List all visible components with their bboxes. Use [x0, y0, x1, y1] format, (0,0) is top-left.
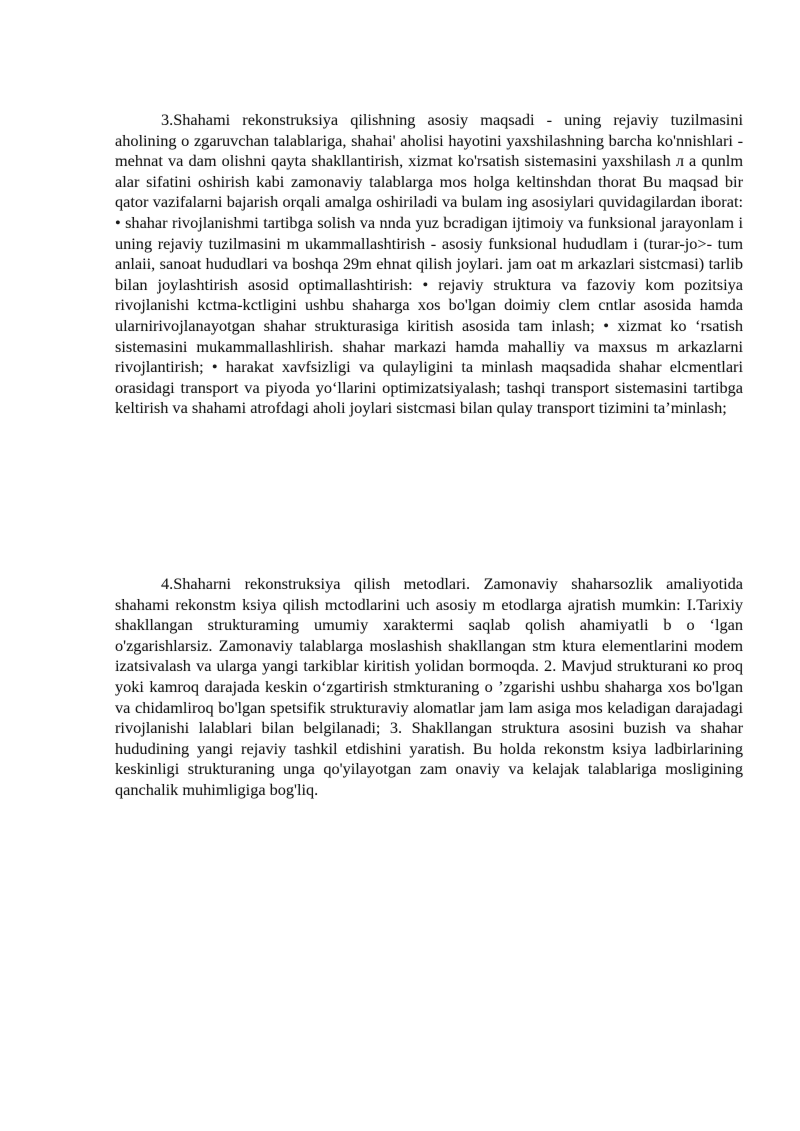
paragraph-reconstruction-goals: 3.Shahami rekonstruksiya qilishning asosiy maqsadi - uning rejaviy tuzilmasini aholining o zgaruvchan talablariga, shahai' aholisi hayotini yaxshilashning barcha ko'nnishlari - mehnat va dam olishni qayta shakllantirish, xizmat ko'rsatish sistemasini yaxshilash л a qunlm alar sifatini oshirish kabi zamonaviy talablarga mos holga keltinshdan thorat Bu maqsad bir qator vazifalarni bajarish orqali amalga oshiriladi va bulam ing asosiylari quvidagilardan iborat: • shahar rivojlanishmi tartibga solish va nnda yuz bcradigan ijtimoiy va funksional jarayonlam i uning rejaviy tuzilmasini m ukammallashtirish - asosiy funksional hududlam i (turar-jo>- tum anlaii, sanoat hududlari va boshqa 29m ehnat qilish joylari. jam oat m arkazlari sistcmasi) tarlib bilan joylashtirish asosid optimallashtirish: • rejaviy struktura va fazoviy kom pozitsiya rivojlanishi kctma-kctligini ushbu shaharga xos bo'lgan doimiy clem cntlar asosida hamda ularnirivojlanayotgan shahar strukturasiga kiritish asosida tam inlash; • xizmat ko ‘rsatish sistemasini mukammallashlirish. shahar markazi hamda mahalliy va maxsus m arkazlarni rivojlantirish; • harakat xavfsizligi va qulayligini ta minlash maqsadida shahar elcmentlari orasidagi transport va piyoda yo‘llarini optimizatsiyalash; tashqi transport sistemasini tartibga keltirish va shahami atrofdagi aholi joylari sistcmasi bilan qulay transport tizimini ta’minlash; — [115, 110, 743, 418]
paragraph-reconstruction-methods: 4.Shaharni rekonstruksiya qilish metodlari. Zamonaviy shaharsozlik amaliyotida shahami rekonstm ksiya qilish mctodlarini uch asosiy m etodlarga ajratish mumkin: I.Tarixiy shakllangan strukturaming umumiy xaraktermi saqlab qolish ahamiyatli b o ‘lgan o'zgarishlarsiz. Zamonaviy talablarga moslashish shakllangan stm ktura elementlarini modem izatsivalash va ularga yangi tarkiblar kiritish yolidan bormoqda. 2. Mavjud strukturani ко proq yoki kamroq darajada keskin o‘zgartirish stmkturaning o ’zgarishi ushbu shaharga xos bo'lgan va chidamliroq bo'lgan spetsifik strukturaviy alomatlar jam lam asiga mos keladigan darajadagi rivojlanishi lalablari bilan belgilanadi; 3. Shakllangan struktura asosini buzish va shahar hududining yangi rejaviy tashkil etdishini yaratish. Bu holda rekonstm ksiya ladbirlarining keskinligi strukturaning unga qo'yilayotgan zam onaviy va kelajak talablariga mosligining qanchalik muhimligiga bog'liq. — [115, 574, 743, 799]
